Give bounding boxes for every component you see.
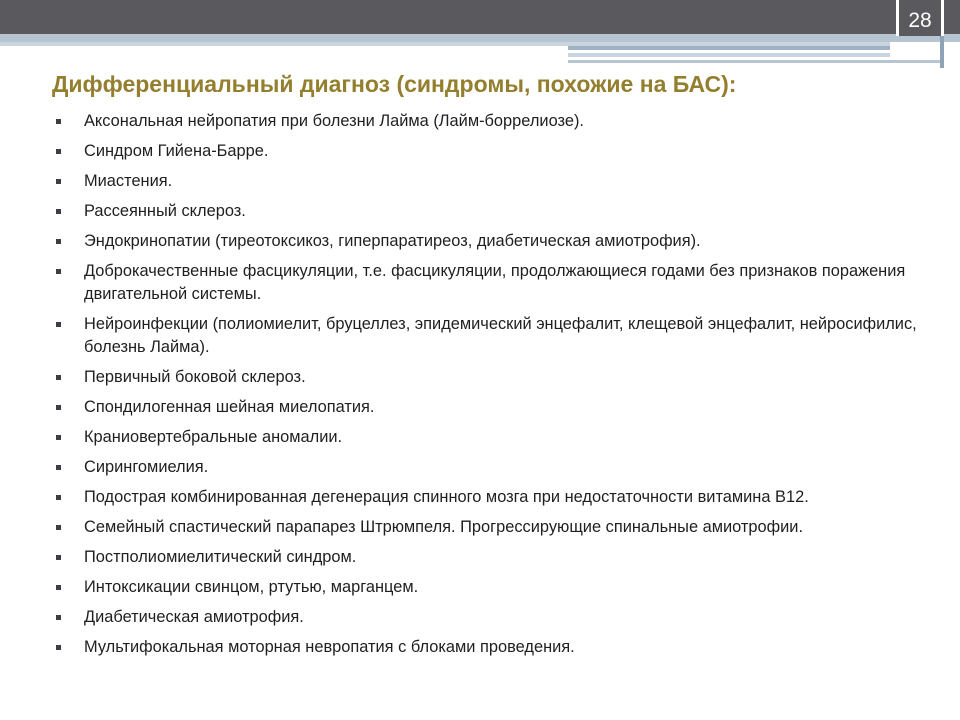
bullet-icon <box>56 239 61 244</box>
list-item-text: Мультифокальная моторная невропатия с блоками проведения. <box>84 638 575 656</box>
header-edge-bar <box>940 34 944 68</box>
bullet-icon <box>56 179 61 184</box>
bullet-icon <box>56 495 61 500</box>
list-item <box>0 396 960 419</box>
list-item-text: Синдром Гийена-Барре. <box>84 142 269 160</box>
bullet-list <box>0 110 960 659</box>
list-item <box>0 456 960 479</box>
list-item-text: Краниовертебральные аномалии. <box>84 428 343 446</box>
list-item <box>0 170 960 193</box>
list-item-text: Рассеянный склероз. <box>84 202 246 220</box>
bullet-icon <box>56 322 61 327</box>
list-item-text: Интоксикации свинцом, ртутью, марганцем. <box>84 578 419 596</box>
list-item-text: Спондилогенная шейная миелопатия. <box>84 398 375 416</box>
list-item <box>0 486 960 509</box>
page-number-box <box>896 0 944 36</box>
bullet-icon <box>56 149 61 154</box>
list-item-text: Первичный боковой склероз. <box>84 368 306 386</box>
bullet-icon <box>56 405 61 410</box>
list-item <box>0 546 960 569</box>
list-item-text: Миастения. <box>84 172 173 190</box>
list-item-text: Подострая комбинированная дегенерация спинного мозга при недостаточности витамина В12. <box>84 488 809 506</box>
header-stripe-accent-2 <box>568 53 890 57</box>
bullet-icon <box>56 375 61 380</box>
list-item <box>0 140 960 163</box>
bullet-icon <box>56 585 61 590</box>
list-item-text: Нейроинфекции (полиомиелит, бруцеллез, эпидемический энцефалит, клещевой энцефалит, нейросифилис, болезнь Лайма). <box>84 315 917 356</box>
page-number: 28 <box>908 9 932 32</box>
list-item-text: Эндокринопатии (тиреотоксикоз, гиперпаратиреоз, диабетическая амиотрофия). <box>84 232 701 250</box>
list-item <box>0 576 960 599</box>
list-item <box>0 606 960 629</box>
header-stripe-accent-3 <box>568 60 944 63</box>
bullet-icon <box>56 435 61 440</box>
bullet-icon <box>56 269 61 274</box>
list-item-text: Семейный спастический парапарез Штрюмпеля. Прогрессирующие спинальные амиотрофии. <box>84 518 804 536</box>
bullet-icon <box>56 525 61 530</box>
bullet-icon <box>56 555 61 560</box>
bullet-icon <box>56 119 61 124</box>
list-item <box>0 110 960 133</box>
list-item <box>0 230 960 253</box>
bullet-icon <box>56 615 61 620</box>
list-item <box>0 200 960 223</box>
list-item-text: Постполиомиелитический синдром. <box>84 548 357 566</box>
list-item <box>0 260 960 306</box>
list-item <box>0 516 960 539</box>
list-item <box>0 636 960 659</box>
header-band <box>0 0 960 34</box>
list-item <box>0 313 960 359</box>
slide-title: Дифференциальный диагноз (синдромы, похожие на БАС): <box>52 71 737 97</box>
list-item-text: Диабетическая амиотрофия. <box>84 608 304 626</box>
bullet-icon <box>56 209 61 214</box>
list-item <box>0 426 960 449</box>
header-stripe <box>0 34 960 42</box>
list-item-text: Сирингомиелия. <box>84 458 209 476</box>
bullet-icon <box>56 645 61 650</box>
header-stripe-accent <box>568 46 890 50</box>
list-item-text: Доброкачественные фасцикуляции, т.е. фасцикуляции, продолжающиеся годами без признаков поражения двигательной системы. <box>84 262 906 303</box>
list-item <box>0 366 960 389</box>
list-item-text: Аксональная нейропатия при болезни Лайма (Лайм-боррелиозе). <box>84 112 584 130</box>
bullet-icon <box>56 465 61 470</box>
